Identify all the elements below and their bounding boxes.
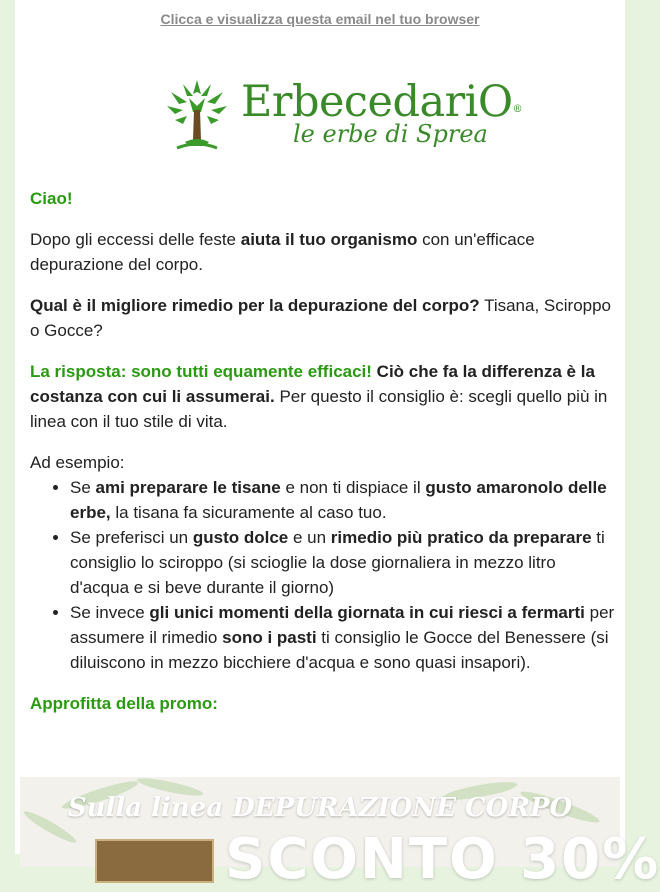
example-intro: Ad esempio:: [30, 453, 125, 472]
list-item: • Se invece gli unici momenti della giornata in cui riesci a fermarti per assumere il rimedio sono i pasti ti consiglio le Gocce del Benessere (si diluiscono in mezzo bicchiere d'acqua e sono quasi insapori).: [70, 600, 615, 675]
paragraph-answer: La risposta: sono tutti equamente efficaci! Ciò che fa la differenza è la costanza con cui li assumerai. Per questo il consiglio è: scegli quello più in linea con il tuo stile di vita.: [30, 362, 608, 431]
logo-wordmark: ErbecedariO®: [241, 77, 523, 127]
promo-heading: Approfitta della promo:: [30, 694, 218, 713]
logo-tagline: le erbe di Sprea: [293, 120, 488, 148]
view-in-browser-link[interactable]: Clicca e visualizza questa email nel tuo browser: [160, 11, 480, 27]
greeting: Ciao!: [30, 189, 73, 208]
product-box-image: [95, 839, 214, 883]
example-list: [30, 475, 615, 675]
email-body: [30, 186, 615, 732]
banner-discount: SCONTO 30%: [225, 827, 660, 892]
promo-banner[interactable]: [20, 777, 660, 892]
banner-headline: Sulla linea DEPURAZIONE CORPO: [67, 793, 573, 823]
list-item: • Se ami preparare le tisane e non ti dispiace il gusto amaronolo delle erbe, la tisana fa sicuramente al caso tuo.: [70, 475, 615, 525]
paragraph-question: Qual è il migliore rimedio per la depurazione del corpo? Tisana, Sciroppo o Gocce?: [30, 296, 612, 340]
email-card: [15, 0, 660, 892]
paragraph-intro: Dopo gli eccessi delle feste aiuta il tuo organismo con un'efficace depurazione del corpo.: [30, 230, 535, 274]
list-item: • Se preferisci un gusto dolce e un rimedio più pratico da preparare ti consiglio lo sciroppo (si scioglie la dose giornaliera in mezzo litro d'acqua e si beve durante il giorno): [70, 525, 615, 600]
tree-logo-icon: [165, 76, 229, 152]
erbecedario-logo[interactable]: [165, 76, 523, 156]
